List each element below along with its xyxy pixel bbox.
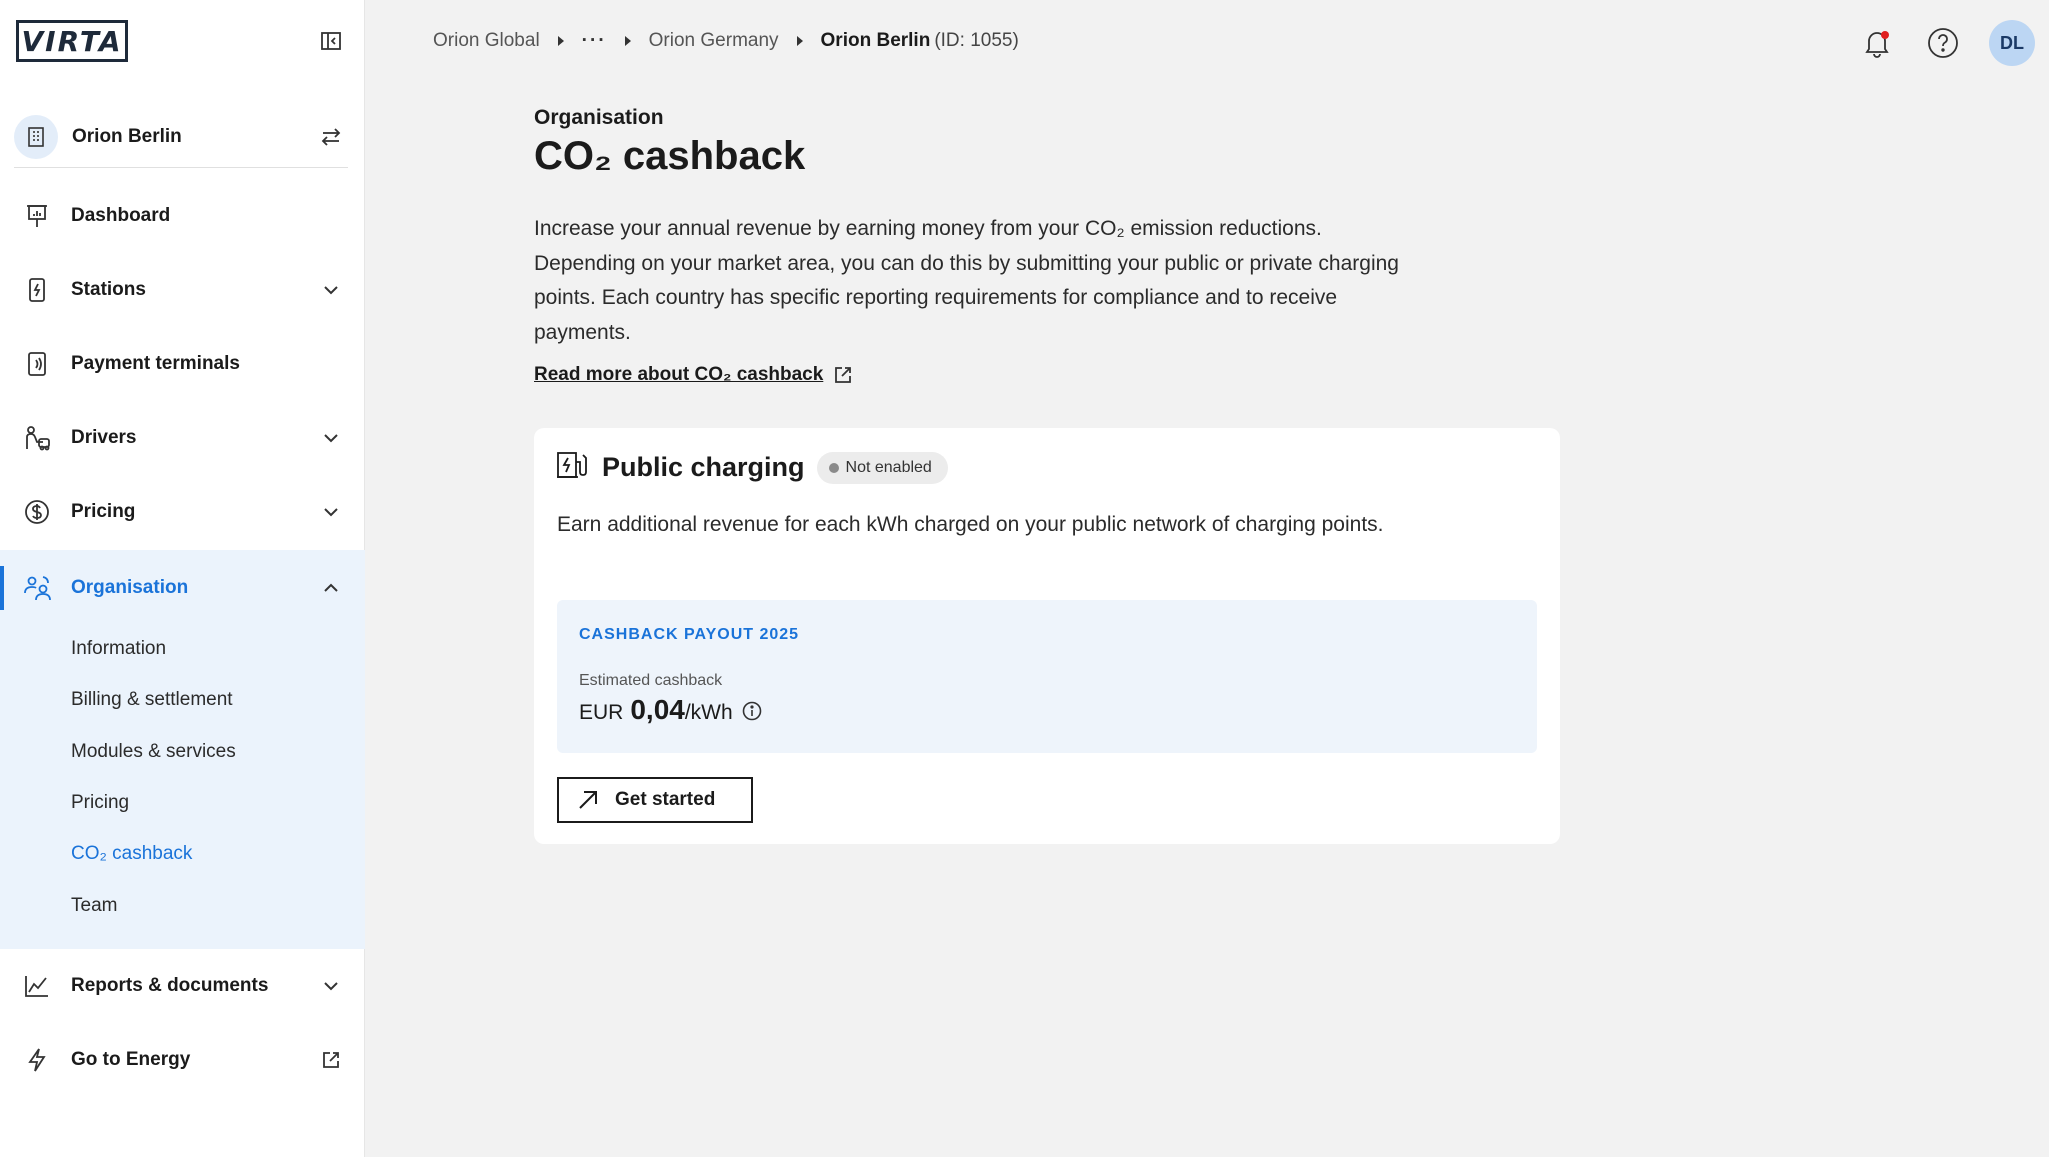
caret-right-icon: [556, 35, 566, 47]
dollar-icon: [22, 497, 52, 527]
nav-label: Dashboard: [71, 205, 171, 226]
breadcrumb-orion-global[interactable]: Orion Global: [433, 30, 540, 51]
currency: EUR: [579, 701, 624, 724]
nav-label: Pricing: [71, 501, 136, 522]
chevron-up-icon[interactable]: [318, 575, 344, 601]
organisation-name: Orion Berlin: [72, 125, 182, 147]
lightning-icon: [22, 1045, 52, 1075]
nav-pricing[interactable]: [0, 482, 365, 542]
status-badge: [817, 452, 948, 484]
driver-icon: [22, 423, 52, 453]
payout-label: CASHBACK PAYOUT 2025: [579, 626, 800, 643]
arrow-up-right-icon: [575, 787, 601, 813]
status-label: Not enabled: [845, 458, 932, 476]
sidebar: [0, 0, 365, 1157]
get-started-button[interactable]: [557, 777, 753, 823]
card-title: Public charging: [602, 452, 805, 482]
users-icon: [22, 573, 52, 603]
presentation-icon: [22, 201, 52, 231]
breadcrumb-current: Orion Berlin: [820, 30, 931, 51]
nav-stations[interactable]: [0, 260, 365, 320]
chevron-down-icon[interactable]: [318, 425, 344, 451]
subnav-modules-services[interactable]: Modules & services: [71, 741, 236, 762]
page-title: CO₂ cashback: [534, 134, 806, 178]
subnav-pricing[interactable]: Pricing: [71, 792, 130, 813]
unit: /kWh: [684, 701, 733, 724]
get-started-label: Get started: [615, 789, 716, 810]
amount: 0,04: [630, 694, 685, 725]
nav-organisation[interactable]: [0, 558, 365, 618]
public-charging-card: [534, 428, 1560, 844]
help-icon[interactable]: [1923, 23, 1963, 63]
external-link-icon: [833, 365, 853, 385]
info-icon[interactable]: [741, 700, 763, 722]
payment-terminal-icon: [22, 349, 52, 379]
page-description: Increase your annual revenue by earning money from your CO₂ emission reductions. Depending on your market area, you can do this by submitting your public or private charging points. Each country has specific reporting requirements for compliance and to receive payments.: [534, 217, 1399, 344]
user-avatar[interactable]: DL: [1989, 20, 2035, 66]
bell-icon[interactable]: [1857, 23, 1897, 63]
chevron-down-icon[interactable]: [318, 499, 344, 525]
chevron-down-icon[interactable]: [318, 973, 344, 999]
nav-reports-documents[interactable]: [0, 956, 365, 1016]
breadcrumb-more[interactable]: ···: [581, 30, 607, 51]
charging-station-icon: [22, 275, 52, 305]
nav-label: Drivers: [71, 427, 137, 448]
caret-right-icon: [623, 35, 633, 47]
nav-drivers[interactable]: [0, 408, 365, 468]
caret-right-icon: [795, 35, 805, 47]
nav-dashboard[interactable]: [0, 186, 365, 246]
cashback-payout-panel: [557, 600, 1537, 753]
nav-payment-terminals[interactable]: [0, 334, 365, 394]
nav-go-to-energy[interactable]: [0, 1030, 365, 1090]
subnav-team[interactable]: Team: [71, 895, 118, 916]
breadcrumb-current-id: (ID: 1055): [934, 30, 1019, 51]
read-more-link[interactable]: [534, 364, 853, 386]
logo-text: VIRTA: [21, 24, 123, 58]
subnav-co2-cashback[interactable]: CO₂ cashback: [71, 843, 193, 864]
read-more-label: Read more about CO₂ cashback: [534, 364, 824, 385]
estimated-cashback-label: Estimated cashback: [579, 672, 723, 689]
estimated-cashback-value: [579, 694, 763, 726]
charging-station-icon: [556, 450, 588, 485]
subnav-billing-settlement[interactable]: Billing & settlement: [71, 689, 233, 710]
nav-label: Go to Energy: [71, 1049, 191, 1070]
page-eyebrow: Organisation: [534, 106, 664, 129]
status-dot: [829, 463, 839, 473]
nav-label: Stations: [71, 279, 146, 300]
chevron-down-icon[interactable]: [318, 277, 344, 303]
card-header: [556, 450, 948, 485]
organisation-group: [0, 550, 365, 949]
external-link-icon[interactable]: [318, 1047, 344, 1073]
top-actions: [1857, 20, 2035, 66]
organisation-switcher[interactable]: [14, 106, 348, 168]
notification-dot: [1881, 31, 1889, 39]
swap-arrows-icon[interactable]: [318, 124, 344, 150]
nav-label: Reports & documents: [71, 975, 269, 996]
subnav-information[interactable]: Information: [71, 638, 167, 659]
nav-label: Payment terminals: [71, 353, 240, 374]
nav-label: Organisation: [71, 577, 189, 598]
building-icon: [14, 115, 58, 159]
collapse-sidebar-icon[interactable]: [318, 28, 344, 54]
breadcrumb-orion-germany[interactable]: Orion Germany: [648, 30, 779, 51]
virta-logo[interactable]: [16, 20, 128, 62]
breadcrumb: [433, 26, 1019, 56]
card-description: Earn additional revenue for each kWh charged on your public network of charging points.: [557, 513, 1384, 536]
line-chart-icon: [22, 971, 52, 1001]
